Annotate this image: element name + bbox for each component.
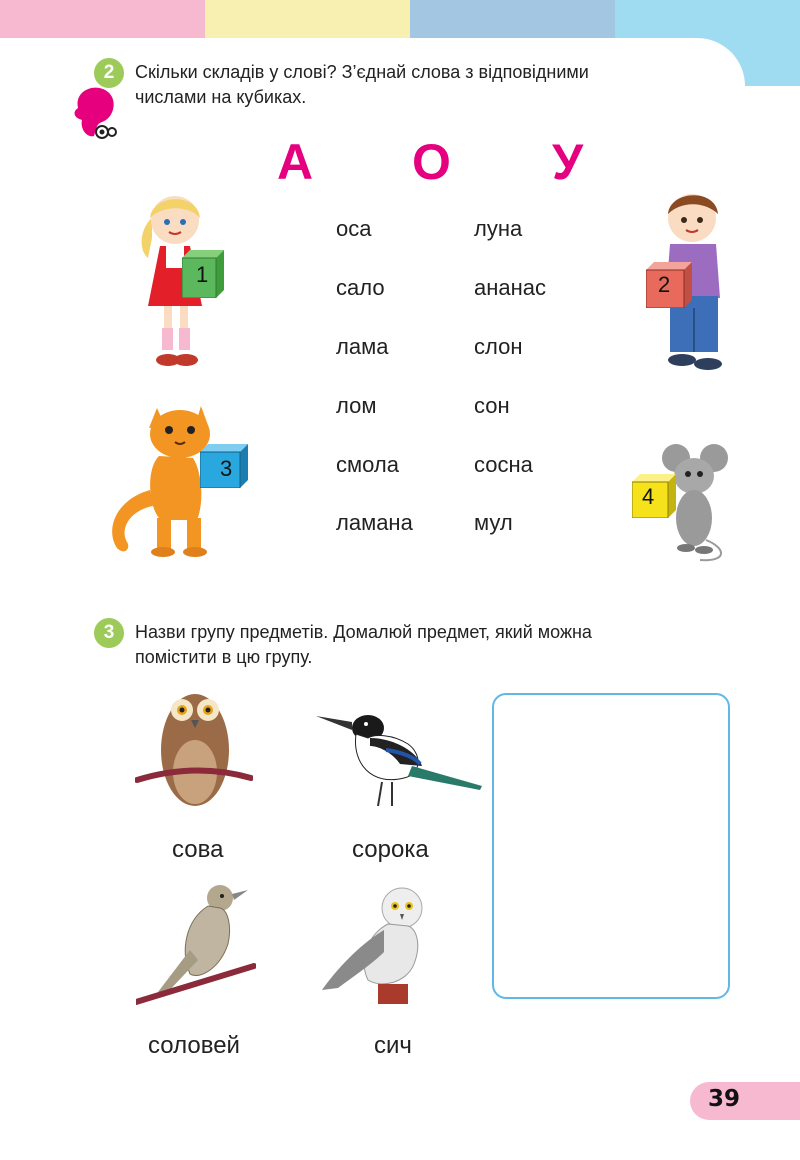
cube-4-number: 4 (642, 484, 655, 509)
header-strip-blue (410, 0, 615, 38)
word-item[interactable]: сосна (474, 452, 533, 477)
cube-2-number: 2 (658, 272, 671, 297)
word-item[interactable]: лама (336, 334, 389, 359)
word-item[interactable]: ламана (336, 510, 413, 535)
page-number-tab (690, 1082, 800, 1120)
task-3-instruction (135, 620, 727, 670)
vowel-o: О (412, 134, 451, 190)
nightingale-icon (136, 880, 256, 1008)
word-item[interactable]: сон (474, 393, 510, 418)
magpie-icon (312, 694, 484, 812)
task-2-instruction (135, 60, 727, 110)
word-item[interactable]: слон (474, 334, 523, 359)
bird-caption: сич (374, 1032, 412, 1059)
task-3-instruction-line2: помістити в цю групу. (135, 647, 313, 667)
mascot-icon (66, 78, 122, 144)
header-strip-pink (0, 0, 205, 38)
owl-icon (135, 682, 253, 812)
task-3-instruction-line1: Назви групу предметів. Домалюй предмет, який можна (135, 622, 592, 642)
word-item[interactable]: смола (336, 452, 399, 477)
vowel-a: А (277, 134, 314, 190)
task-2-instruction-line2: числами на кубиках. (135, 87, 307, 107)
task-3-badge: 3 (94, 618, 124, 648)
word-item[interactable]: ананас (474, 275, 547, 300)
bird-caption: сорока (352, 836, 429, 863)
little-owl-icon (318, 884, 436, 1006)
cube-3-number: 3 (220, 456, 233, 481)
word-item[interactable]: мул (474, 510, 513, 535)
task-2-instruction-line1: Скільки складів у слові? З’єднай слова з відповідними (135, 62, 589, 82)
drawing-answer-box[interactable] (492, 693, 730, 999)
word-item[interactable]: лом (336, 393, 377, 418)
task-2-badge: 2 (94, 58, 124, 88)
word-item[interactable]: сало (336, 275, 385, 300)
bird-caption: соловей (148, 1032, 240, 1059)
header-strip-yellow (205, 0, 410, 38)
vowel-u: У (552, 134, 584, 190)
word-item[interactable]: луна (474, 216, 523, 241)
bird-caption: сова (172, 836, 224, 863)
word-item[interactable]: оса (336, 216, 372, 241)
cube-1-number: 1 (196, 262, 209, 287)
page-number: 39 (708, 1086, 741, 1112)
